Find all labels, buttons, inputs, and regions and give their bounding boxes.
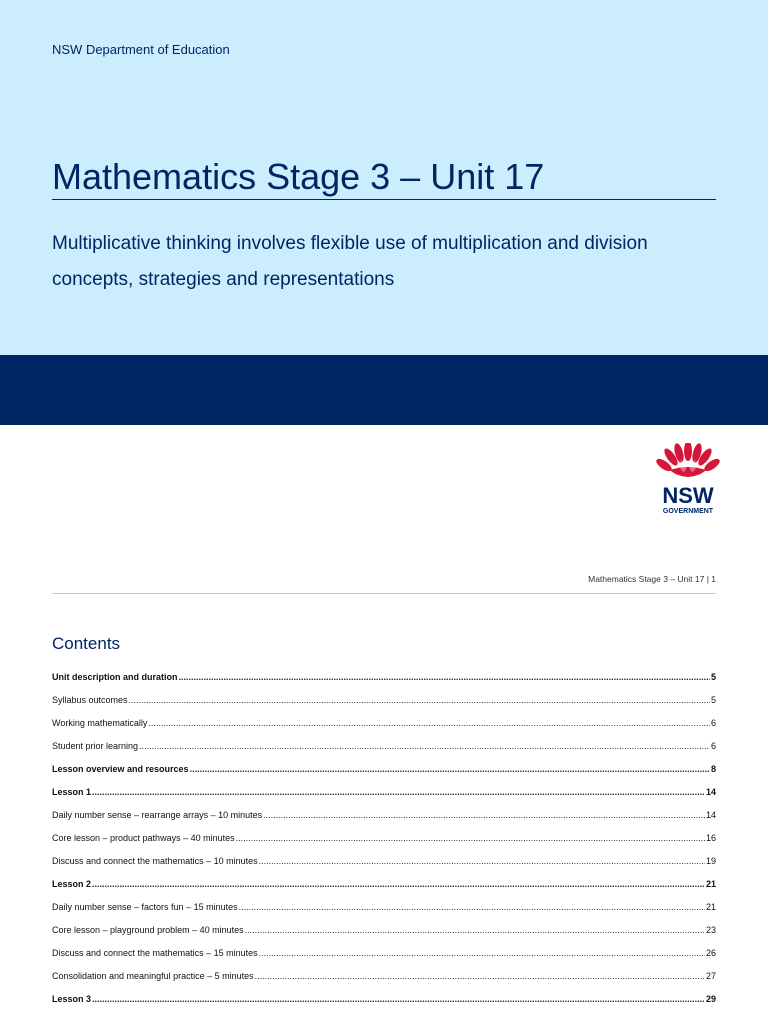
document-subtitle: Multiplicative thinking involves flexible use of multiplication and division concepts, strategies and representations — [52, 233, 648, 290]
department-name: NSW Department of Education — [52, 42, 230, 57]
toc-entry-page: 5 — [710, 695, 716, 705]
toc-entry-label: Consolidation and meaningful practice – 5 minutes — [52, 971, 254, 981]
toc-leader-dots — [239, 902, 705, 912]
logo-tagline: GOVERNMENT — [662, 508, 714, 515]
toc-entry[interactable] — [52, 741, 716, 764]
toc-entry-page: 14 — [705, 810, 716, 820]
toc-leader-dots — [92, 787, 705, 797]
toc-entry[interactable] — [52, 925, 716, 948]
toc-entry-label: Lesson 2 — [52, 879, 92, 889]
toc-entry-page: 14 — [705, 787, 716, 797]
toc-entry-label: Lesson 1 — [52, 787, 92, 797]
nsw-government-logo — [650, 443, 726, 515]
cover-band — [0, 0, 768, 355]
toc-leader-dots — [263, 810, 705, 820]
toc-entry[interactable] — [52, 902, 716, 925]
toc-entry-page: 16 — [705, 833, 716, 843]
toc-entry-label: Discuss and connect the mathematics – 15 minutes — [52, 948, 258, 958]
toc-entry-label: Lesson overview and resources — [52, 764, 189, 774]
toc-leader-dots — [245, 925, 705, 935]
table-of-contents — [52, 672, 716, 1017]
toc-entry-page: 26 — [705, 948, 716, 958]
toc-entry-label: Unit description and duration — [52, 672, 178, 682]
toc-entry[interactable] — [52, 764, 716, 787]
toc-entry-page: 23 — [705, 925, 716, 935]
toc-entry[interactable] — [52, 879, 716, 902]
toc-entry[interactable] — [52, 695, 716, 718]
waratah-icon — [654, 443, 721, 477]
toc-leader-dots — [259, 948, 705, 958]
toc-leader-dots — [129, 695, 710, 705]
toc-entry-label: Core lesson – playground problem – 40 minutes — [52, 925, 244, 935]
toc-entry-page: 21 — [705, 902, 716, 912]
toc-leader-dots — [139, 741, 710, 751]
toc-leader-dots — [179, 672, 710, 682]
toc-leader-dots — [236, 833, 705, 843]
toc-entry[interactable] — [52, 718, 716, 741]
toc-entry-label: Core lesson – product pathways – 40 minutes — [52, 833, 235, 843]
toc-entry-page: 21 — [705, 879, 716, 889]
toc-entry[interactable] — [52, 810, 716, 833]
toc-leader-dots — [190, 764, 710, 774]
toc-entry[interactable] — [52, 971, 716, 994]
toc-entry-label: Daily number sense – rearrange arrays – 10 minutes — [52, 810, 263, 820]
contents-heading: Contents — [52, 634, 121, 653]
toc-entry-label: Working mathematically — [52, 718, 148, 728]
toc-entry-page: 27 — [705, 971, 716, 981]
toc-entry[interactable] — [52, 856, 716, 879]
toc-leader-dots — [148, 718, 710, 728]
toc-leader-dots — [255, 971, 705, 981]
toc-leader-dots — [259, 856, 705, 866]
navy-band — [0, 355, 768, 425]
toc-leader-dots — [92, 994, 705, 1004]
toc-entry-page: 8 — [710, 764, 716, 774]
toc-entry[interactable] — [52, 787, 716, 810]
toc-entry-page: 19 — [705, 856, 716, 866]
toc-leader-dots — [92, 879, 705, 889]
toc-entry-page: 5 — [710, 672, 716, 682]
toc-entry-page: 29 — [705, 994, 716, 1004]
document-title: Mathematics Stage 3 – Unit 17 — [52, 156, 716, 200]
toc-entry-label: Student prior learning — [52, 741, 139, 751]
running-header: Mathematics Stage 3 – Unit 17 | 1 — [588, 574, 716, 584]
toc-entry[interactable] — [52, 948, 716, 971]
toc-entry-page: 6 — [710, 741, 716, 751]
toc-entry-label: Lesson 3 — [52, 994, 92, 1004]
logo-wordmark: NSW — [662, 483, 714, 508]
toc-entry-label: Daily number sense – factors fun – 15 minutes — [52, 902, 238, 912]
toc-entry-label: Syllabus outcomes — [52, 695, 128, 705]
toc-entry-page: 6 — [710, 718, 716, 728]
toc-entry[interactable] — [52, 672, 716, 695]
toc-entry-label: Discuss and connect the mathematics – 10 minutes — [52, 856, 258, 866]
toc-entry[interactable] — [52, 833, 716, 856]
toc-entry[interactable] — [52, 994, 716, 1017]
header-divider — [52, 593, 716, 594]
